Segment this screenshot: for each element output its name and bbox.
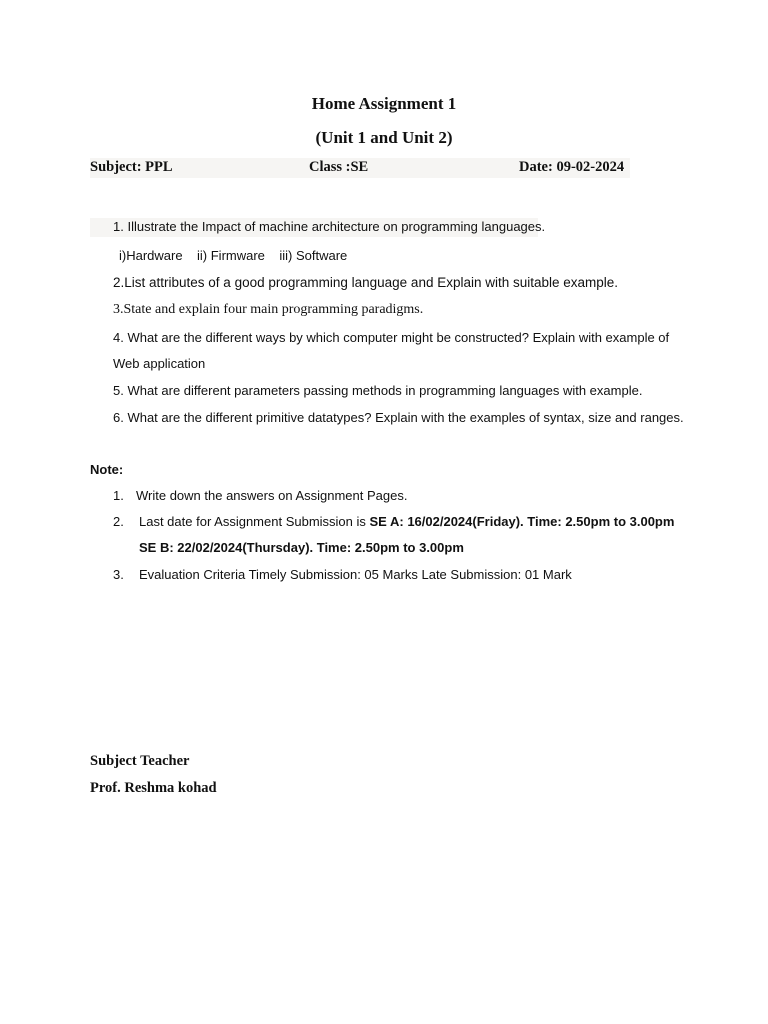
note-item-2 <box>139 514 674 529</box>
note-item-3-number: 3. <box>113 567 124 582</box>
note-item-2-number: 2. <box>113 514 124 529</box>
note-item-2-se-b: SE B: 22/02/2024(Thursday). Time: 2.50pm to 3.00pm <box>139 540 464 555</box>
note-heading: Note: <box>90 462 124 477</box>
question-4-continued: Web application <box>113 356 206 371</box>
question-3: 3.State and explain four main programming paradigms. <box>113 302 424 317</box>
document-title: Home Assignment 1 <box>311 94 457 113</box>
note-item-3: Evaluation Criteria Timely Submission: 05 Marks Late Submission: 01 Mark <box>139 567 572 582</box>
question-1-subparts: i)Hardware ii) Firmware iii) Software <box>119 248 348 263</box>
subject-label: Subject: PPL <box>90 159 173 175</box>
date-label: Date: 09-02-2024 <box>519 159 625 175</box>
document-subtitle: (Unit 1 and Unit 2) <box>315 128 453 147</box>
note-item-2-se-a: SE A: 16/02/2024(Friday). Time: 2.50pm to 3.00pm <box>369 514 675 529</box>
question-5: 5. What are different parameters passing methods in programming languages with example. <box>113 383 643 398</box>
note-item-2-prefix: Last date for Assignment Submission is <box>139 514 370 529</box>
class-label: Class :SE <box>309 159 369 175</box>
question-1: 1. Illustrate the Impact of machine architecture on programming languages. <box>113 219 546 234</box>
question-4: 4. What are the different ways by which computer might be constructed? Explain with example of <box>113 330 670 345</box>
signature-name: Prof. Reshma kohad <box>90 780 217 796</box>
question-2: 2.List attributes of a good programming language and Explain with suitable example. <box>113 275 619 290</box>
note-item-1-number: 1. <box>113 488 124 503</box>
question-6: 6. What are the different primitive datatypes? Explain with the examples of syntax, size and ranges. <box>113 410 684 425</box>
signature-role: Subject Teacher <box>90 753 190 769</box>
note-item-1: Write down the answers on Assignment Pages. <box>136 488 408 503</box>
